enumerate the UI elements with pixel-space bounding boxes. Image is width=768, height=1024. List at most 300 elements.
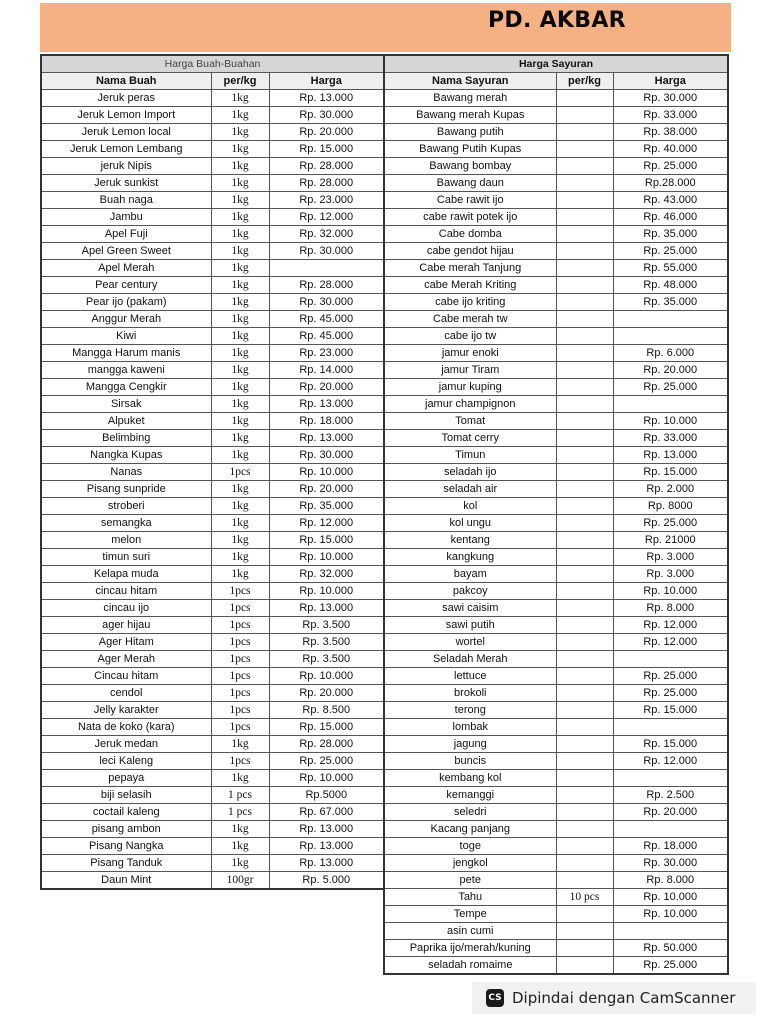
fruit-unit-cell: 1kg [211, 498, 269, 515]
fruit-price-cell: Rp. 13.000 [269, 855, 384, 872]
fruit-price-cell: Rp. 13.000 [269, 396, 384, 413]
fruit-name-cell: Apel Green Sweet [41, 243, 211, 260]
vegetable-unit-cell [556, 838, 613, 855]
fruit-name-cell: Apel Merah [41, 260, 211, 277]
vegetable-name-cell: pakcoy [384, 583, 556, 600]
fruit-row [41, 821, 384, 838]
fruit-name-cell: Jambu [41, 209, 211, 226]
vegetable-name-cell: sawi caisim [384, 600, 556, 617]
vegetable-price-cell: Rp. 43.000 [613, 192, 728, 209]
vegetable-row [384, 481, 728, 498]
vegetable-name-cell: jamur champignon [384, 396, 556, 413]
vegetable-unit-cell [556, 770, 613, 787]
vegetable-price-cell: Rp. 6.000 [613, 345, 728, 362]
fruit-row [41, 226, 384, 243]
vegetable-row [384, 396, 728, 413]
fruit-name-cell: Sirsak [41, 396, 211, 413]
vegetable-name-cell: jengkol [384, 855, 556, 872]
vegetable-unit-cell [556, 464, 613, 481]
vegetable-unit-cell [556, 209, 613, 226]
vegetable-price-cell [613, 821, 728, 838]
vegetable-name-cell: jamur Tiram [384, 362, 556, 379]
vegetable-name-cell: cabe rawit potek ijo [384, 209, 556, 226]
vegetable-row [384, 906, 728, 923]
camscanner-text: Dipindai dengan CamScanner [512, 989, 736, 1007]
fruit-row [41, 668, 384, 685]
vegetable-unit-cell [556, 396, 613, 413]
vegetable-price-cell: Rp. 33.000 [613, 430, 728, 447]
vegetable-unit-cell [556, 481, 613, 498]
vegetable-unit-cell [556, 532, 613, 549]
fruit-row [41, 651, 384, 668]
fruit-price-cell: Rp. 10.000 [269, 549, 384, 566]
fruit-row [41, 124, 384, 141]
fruit-unit-cell: 1pcs [211, 617, 269, 634]
fruit-unit-cell: 1kg [211, 549, 269, 566]
fruit-unit-cell: 1kg [211, 736, 269, 753]
fruit-unit-cell: 1kg [211, 379, 269, 396]
fruit-price-cell: Rp. 28.000 [269, 736, 384, 753]
vegetable-price-cell: Rp. 35.000 [613, 294, 728, 311]
fruit-row [41, 600, 384, 617]
vegetable-price-cell: Rp. 8.000 [613, 872, 728, 889]
fruit-name-cell: Apel Fuji [41, 226, 211, 243]
fruit-unit-cell: 1kg [211, 141, 269, 158]
vegetable-price-cell: Rp. 10.000 [613, 413, 728, 430]
fruit-unit-cell: 1kg [211, 447, 269, 464]
vegetable-price-cell: Rp. 25.000 [613, 379, 728, 396]
fruit-name-cell: semangka [41, 515, 211, 532]
vegetable-row [384, 940, 728, 957]
vegetable-unit-cell [556, 600, 613, 617]
fruit-unit-cell: 1kg [211, 821, 269, 838]
vegetable-name-cell: kol ungu [384, 515, 556, 532]
vegetable-unit-cell [556, 940, 613, 957]
fruit-row [41, 107, 384, 124]
vegetable-name-cell: Bawang putih [384, 124, 556, 141]
vegetable-price-cell: Rp. 10.000 [613, 889, 728, 906]
vegetable-name-cell: cabe ijo kriting [384, 294, 556, 311]
fruit-price-cell: Rp. 32.000 [269, 566, 384, 583]
vegetable-unit-cell [556, 515, 613, 532]
fruit-price-cell: Rp. 10.000 [269, 464, 384, 481]
fruit-row [41, 481, 384, 498]
vegetable-row [384, 549, 728, 566]
fruit-name-cell: Cincau hitam [41, 668, 211, 685]
vegetable-unit-cell [556, 90, 613, 107]
vegetable-unit-cell [556, 736, 613, 753]
vegetable-unit-cell [556, 634, 613, 651]
fruit-row [41, 736, 384, 753]
vegetable-row [384, 821, 728, 838]
fruit-name-cell: Jelly karakter [41, 702, 211, 719]
fruit-price-cell: Rp. 32.000 [269, 226, 384, 243]
vegetable-price-table [383, 54, 729, 975]
vegetable-unit-cell [556, 413, 613, 430]
fruit-name-cell: Ager Merah [41, 651, 211, 668]
vegetable-row [384, 141, 728, 158]
vegetable-name-cell: Timun [384, 447, 556, 464]
vegetable-price-cell: Rp. 10.000 [613, 906, 728, 923]
fruit-price-cell: Rp. 15.000 [269, 719, 384, 736]
fruit-name-cell: Jeruk peras [41, 90, 211, 107]
vegetable-name-cell: asin cumi [384, 923, 556, 940]
vegetable-name-cell: cabe gendot hijau [384, 243, 556, 260]
vegetable-price-cell: Rp. 15.000 [613, 736, 728, 753]
vegetable-name-cell: Seladah Merah [384, 651, 556, 668]
fruit-price-cell: Rp. 30.000 [269, 294, 384, 311]
vegetable-price-cell: Rp. 3.000 [613, 566, 728, 583]
fruit-name-cell: Alpuket [41, 413, 211, 430]
fruit-price-cell: Rp. 12.000 [269, 209, 384, 226]
fruit-price-cell: Rp. 3.500 [269, 651, 384, 668]
fruit-row [41, 464, 384, 481]
fruit-unit-cell: 1kg [211, 838, 269, 855]
vegetable-name-cell: cabe ijo tw [384, 328, 556, 345]
fruit-unit-cell: 1kg [211, 192, 269, 209]
vegetable-unit-cell [556, 719, 613, 736]
vegetable-row [384, 515, 728, 532]
vegetable-row [384, 719, 728, 736]
vegetable-price-cell: Rp. 46.000 [613, 209, 728, 226]
vegetable-name-cell: jagung [384, 736, 556, 753]
fruit-row [41, 498, 384, 515]
vegetable-unit-cell [556, 498, 613, 515]
vegetable-row [384, 532, 728, 549]
fruit-name-cell: Jeruk Lemon local [41, 124, 211, 141]
fruit-row [41, 872, 384, 890]
vegetable-unit-cell [556, 260, 613, 277]
fruit-name-cell: Belimbing [41, 430, 211, 447]
vegetable-row [384, 277, 728, 294]
vegetable-row [384, 209, 728, 226]
vegetable-name-cell: pete [384, 872, 556, 889]
vegetable-name-cell: Cabe merah Tanjung [384, 260, 556, 277]
vegetable-row [384, 107, 728, 124]
fruit-row [41, 685, 384, 702]
fruit-price-cell: Rp. 28.000 [269, 277, 384, 294]
fruit-row [41, 617, 384, 634]
vegetable-price-cell: Rp. 13.000 [613, 447, 728, 464]
vegetable-unit-cell [556, 328, 613, 345]
vegetable-row [384, 430, 728, 447]
fruit-unit-cell: 1kg [211, 260, 269, 277]
vegetable-price-cell: Rp. 35.000 [613, 226, 728, 243]
vegetable-row [384, 753, 728, 770]
vegetable-name-cell: Bawang merah [384, 90, 556, 107]
fruit-price-cell: Rp. 67.000 [269, 804, 384, 821]
vegetable-price-cell: Rp. 25.000 [613, 515, 728, 532]
fruit-row [41, 532, 384, 549]
vegetable-name-cell: jamur kuping [384, 379, 556, 396]
fruit-price-cell: Rp. 30.000 [269, 243, 384, 260]
vegetable-row [384, 634, 728, 651]
vegetable-row [384, 736, 728, 753]
vegetable-unit-cell [556, 379, 613, 396]
fruit-name-cell: Nata de koko (kara) [41, 719, 211, 736]
vegetable-row [384, 923, 728, 940]
fruit-price-cell: Rp. 20.000 [269, 685, 384, 702]
fruit-price-cell: Rp. 13.000 [269, 600, 384, 617]
vegetable-name-cell: Paprika ijo/merah/kuning [384, 940, 556, 957]
fruit-name-cell: Kiwi [41, 328, 211, 345]
fruit-price-cell: Rp. 35.000 [269, 498, 384, 515]
fruit-price-cell: Rp. 10.000 [269, 583, 384, 600]
fruit-row [41, 430, 384, 447]
fruit-unit-cell: 1kg [211, 532, 269, 549]
vegetable-row [384, 328, 728, 345]
camscanner-logo-icon: CS [486, 989, 504, 1007]
vegetable-price-cell [613, 651, 728, 668]
vegetable-unit-cell [556, 957, 613, 975]
fruit-row [41, 566, 384, 583]
vegetable-price-cell [613, 311, 728, 328]
fruit-price-cell: Rp. 3.500 [269, 617, 384, 634]
vegetable-price-cell: Rp. 8000 [613, 498, 728, 515]
vegetable-name-cell: sawi putih [384, 617, 556, 634]
fruit-name-cell: timun suri [41, 549, 211, 566]
fruit-row [41, 277, 384, 294]
fruit-price-cell: Rp. 45.000 [269, 328, 384, 345]
vegetable-row [384, 464, 728, 481]
vegetable-name-cell: kol [384, 498, 556, 515]
fruit-column-price: Harga [269, 73, 384, 90]
fruit-row [41, 719, 384, 736]
fruit-row [41, 158, 384, 175]
vegetable-name-cell: Tempe [384, 906, 556, 923]
vegetable-unit-cell [556, 107, 613, 124]
vegetable-unit-cell [556, 243, 613, 260]
fruit-price-cell: Rp. 14.000 [269, 362, 384, 379]
vegetable-row [384, 226, 728, 243]
vegetable-unit-cell [556, 311, 613, 328]
vegetable-row [384, 957, 728, 975]
vegetable-unit-cell [556, 566, 613, 583]
fruit-name-cell: Jeruk Lemon Import [41, 107, 211, 124]
fruit-row [41, 413, 384, 430]
vegetable-row [384, 192, 728, 209]
vegetable-price-cell [613, 328, 728, 345]
fruit-unit-cell: 1pcs [211, 685, 269, 702]
fruit-price-cell: Rp.5000 [269, 787, 384, 804]
fruit-row [41, 583, 384, 600]
vegetable-name-cell: Bawang bombay [384, 158, 556, 175]
vegetable-name-cell: Bawang merah Kupas [384, 107, 556, 124]
vegetable-row [384, 600, 728, 617]
vegetable-unit-cell [556, 430, 613, 447]
vegetable-row [384, 566, 728, 583]
vegetable-name-cell: Bawang daun [384, 175, 556, 192]
vegetable-name-cell: seladah romaime [384, 957, 556, 975]
vegetable-row [384, 872, 728, 889]
title-banner [40, 3, 731, 52]
vegetable-unit-cell [556, 651, 613, 668]
vegetable-unit-cell [556, 192, 613, 209]
vegetable-row [384, 124, 728, 141]
vegetable-row [384, 889, 728, 906]
fruit-price-cell: Rp. 13.000 [269, 90, 384, 107]
vegetable-unit-cell [556, 277, 613, 294]
fruit-price-cell: Rp. 18.000 [269, 413, 384, 430]
vegetable-row [384, 804, 728, 821]
fruit-row [41, 243, 384, 260]
vegetable-price-cell: Rp. 20.000 [613, 804, 728, 821]
vegetable-name-cell: terong [384, 702, 556, 719]
fruit-name-cell: Kelapa muda [41, 566, 211, 583]
vegetable-row [384, 447, 728, 464]
fruit-price-cell: Rp. 45.000 [269, 311, 384, 328]
fruit-row [41, 702, 384, 719]
vegetable-price-cell: Rp. 30.000 [613, 90, 728, 107]
vegetable-row [384, 294, 728, 311]
vegetable-price-cell: Rp. 21000 [613, 532, 728, 549]
vegetable-column-price: Harga [613, 73, 728, 90]
vegetable-price-cell: Rp. 38.000 [613, 124, 728, 141]
fruit-unit-cell: 1pcs [211, 464, 269, 481]
vegetable-name-cell: Bawang Putih Kupas [384, 141, 556, 158]
vegetable-price-cell: Rp. 2.500 [613, 787, 728, 804]
fruit-name-cell: Jeruk Lemon Lembang [41, 141, 211, 158]
vegetable-unit-cell [556, 855, 613, 872]
fruit-row [41, 753, 384, 770]
fruit-name-cell: cincau ijo [41, 600, 211, 617]
vegetable-price-cell: Rp. 30.000 [613, 855, 728, 872]
vegetable-unit-cell [556, 617, 613, 634]
vegetable-name-cell: kembang kol [384, 770, 556, 787]
fruit-price-cell: Rp. 8.500 [269, 702, 384, 719]
fruit-price-cell: Rp. 20.000 [269, 124, 384, 141]
fruit-price-cell: Rp. 28.000 [269, 175, 384, 192]
fruit-unit-cell: 1pcs [211, 753, 269, 770]
vegetable-column-name: Nama Sayuran [384, 73, 556, 90]
vegetable-name-cell: brokoli [384, 685, 556, 702]
fruit-name-cell: leci Kaleng [41, 753, 211, 770]
fruit-row [41, 209, 384, 226]
vegetable-name-cell: kangkung [384, 549, 556, 566]
vegetable-name-cell: kemanggi [384, 787, 556, 804]
fruit-name-cell: mangga kaweni [41, 362, 211, 379]
vegetable-name-cell: Tomat [384, 413, 556, 430]
vegetable-unit-cell [556, 549, 613, 566]
vegetable-price-cell: Rp. 3.000 [613, 549, 728, 566]
fruit-name-cell: cendol [41, 685, 211, 702]
fruit-price-cell [269, 260, 384, 277]
vegetable-name-cell: cabe Merah Kriting [384, 277, 556, 294]
vegetable-price-cell: Rp. 55.000 [613, 260, 728, 277]
fruit-row [41, 515, 384, 532]
vegetable-price-cell [613, 719, 728, 736]
vegetable-price-cell: Rp. 15.000 [613, 464, 728, 481]
vegetable-name-cell: toge [384, 838, 556, 855]
vegetable-price-cell: Rp. 20.000 [613, 362, 728, 379]
fruit-name-cell: Pisang sunpride [41, 481, 211, 498]
fruit-row [41, 379, 384, 396]
vegetable-unit-cell [556, 787, 613, 804]
fruit-name-cell: ager hijau [41, 617, 211, 634]
vegetable-price-cell: Rp. 25.000 [613, 957, 728, 975]
vegetable-row [384, 583, 728, 600]
vegetable-unit-cell [556, 804, 613, 821]
vegetable-price-cell: Rp. 25.000 [613, 243, 728, 260]
fruit-row [41, 328, 384, 345]
fruit-name-cell: Mangga Harum manis [41, 345, 211, 362]
fruit-name-cell: Jeruk sunkist [41, 175, 211, 192]
fruit-unit-cell: 1kg [211, 209, 269, 226]
fruit-column-unit: per/kg [211, 73, 269, 90]
vegetable-name-cell: Tahu [384, 889, 556, 906]
vegetable-name-cell: bayam [384, 566, 556, 583]
vegetable-unit-cell [556, 362, 613, 379]
vegetable-unit-cell [556, 158, 613, 175]
fruit-name-cell: Mangga Cengkir [41, 379, 211, 396]
vegetable-price-cell: Rp. 48.000 [613, 277, 728, 294]
fruit-unit-cell: 1kg [211, 396, 269, 413]
fruit-unit-cell: 1pcs [211, 668, 269, 685]
vegetable-row [384, 668, 728, 685]
vegetable-price-cell: Rp. 25.000 [613, 685, 728, 702]
fruit-unit-cell: 1 pcs [211, 787, 269, 804]
vegetable-name-cell: seladah air [384, 481, 556, 498]
fruit-unit-cell: 1kg [211, 294, 269, 311]
vegetable-price-cell: Rp. 25.000 [613, 158, 728, 175]
vegetable-unit-cell [556, 583, 613, 600]
fruit-row [41, 855, 384, 872]
fruit-row [41, 311, 384, 328]
fruit-price-cell: Rp. 20.000 [269, 481, 384, 498]
fruit-name-cell: Nanas [41, 464, 211, 481]
vegetable-unit-cell [556, 872, 613, 889]
fruit-unit-cell: 1kg [211, 277, 269, 294]
fruit-unit-cell: 1kg [211, 175, 269, 192]
fruit-price-cell: Rp. 23.000 [269, 345, 384, 362]
fruit-row [41, 447, 384, 464]
fruit-price-cell: Rp. 13.000 [269, 838, 384, 855]
vegetable-name-cell: jamur enoki [384, 345, 556, 362]
fruit-unit-cell: 1pcs [211, 719, 269, 736]
fruit-name-cell: biji selasih [41, 787, 211, 804]
vegetable-name-cell: lombak [384, 719, 556, 736]
vegetable-section-title: Harga Sayuran [384, 55, 728, 73]
vegetable-price-cell: Rp. 15.000 [613, 702, 728, 719]
vegetable-row [384, 855, 728, 872]
vegetable-unit-cell [556, 668, 613, 685]
fruit-row [41, 175, 384, 192]
vegetable-price-cell: Rp. 12.000 [613, 617, 728, 634]
fruit-price-cell: Rp. 23.000 [269, 192, 384, 209]
vegetable-name-cell: kentang [384, 532, 556, 549]
vegetable-price-cell: Rp. 25.000 [613, 668, 728, 685]
vegetable-price-cell: Rp. 12.000 [613, 753, 728, 770]
fruit-price-cell: Rp. 30.000 [269, 447, 384, 464]
vegetable-row [384, 787, 728, 804]
vegetable-row [384, 345, 728, 362]
fruit-row [41, 141, 384, 158]
fruit-row [41, 770, 384, 787]
vegetable-row [384, 498, 728, 515]
vegetable-row [384, 90, 728, 107]
fruit-price-cell: Rp. 15.000 [269, 141, 384, 158]
vegetable-row [384, 243, 728, 260]
vegetable-price-cell: Rp. 10.000 [613, 583, 728, 600]
vegetable-price-cell [613, 923, 728, 940]
fruit-unit-cell: 1kg [211, 430, 269, 447]
fruit-name-cell: melon [41, 532, 211, 549]
fruit-unit-cell: 1kg [211, 107, 269, 124]
vegetable-name-cell: Cabe rawit ijo [384, 192, 556, 209]
vegetable-row [384, 770, 728, 787]
fruit-name-cell: coctail kaleng [41, 804, 211, 821]
vegetable-price-cell: Rp.28.000 [613, 175, 728, 192]
